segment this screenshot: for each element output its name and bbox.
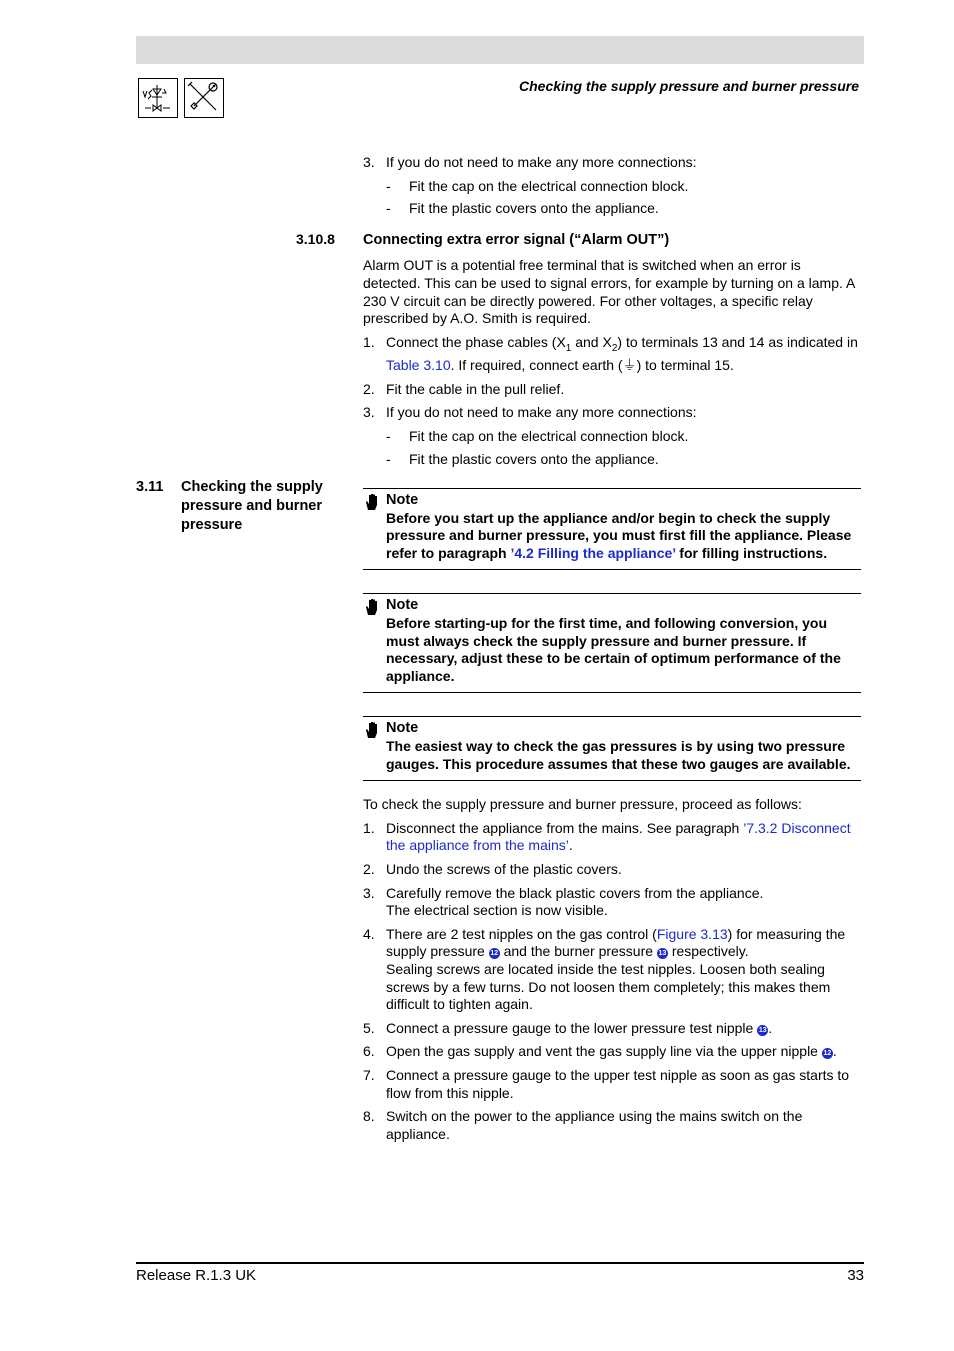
disconnect-link[interactable]: ’7.3.2 Disconnect the appliance from the mains’ (386, 819, 851, 854)
list-item: 5. Connect a pressure gauge to the lower pressure test nipple 13 . (363, 1019, 773, 1036)
list-item: 7. Connect a pressure gauge to the upper test nipple as soon as gas starts to flow from this nipple. (363, 1066, 850, 1101)
header-icons (138, 78, 224, 118)
hand-stop-icon (363, 597, 383, 617)
list-item: - Fit the cap on the electrical connection block. (386, 177, 689, 194)
figure-link[interactable]: Figure 3.13 (656, 925, 728, 942)
hand-stop-icon (363, 720, 383, 740)
tools-icon (184, 78, 224, 118)
section-heading: 3.10.8 Connecting extra error signal (“Alarm OUT”) (296, 230, 670, 248)
header-bar (136, 36, 864, 64)
note-box: Note Before you start up the appliance and/or begin to check the supply pressure and burner pressure, you must first fill the appliance. Please refer to paragraph ’4.2 Filling the appliance’ for filling instructions. (363, 488, 861, 570)
list-item: - Fit the plastic covers onto the appliance. (386, 200, 659, 217)
list-item: 6. Open the gas supply and vent the gas supply line via the upper nipple 12 . (363, 1043, 837, 1060)
list-item: 1. Disconnect the appliance from the mains. See paragraph ’7.3.2 Disconnect the appliance from the mains’. (363, 819, 851, 854)
section-intro: Alarm OUT is a potential free terminal that is switched when an error is detected. This can be used to signal errors, for example by turning on a lamp. A 230 V circuit can be directly powered. For other voltages, a specific relay prescribed by A.O. Smith is required. (363, 257, 855, 327)
marker-12-icon: 12 (490, 950, 499, 958)
list-item: - Fit the plastic covers onto the appliance. (386, 450, 659, 467)
procedure-intro: To check the supply pressure and burner pressure, proceed as follows: (363, 796, 802, 813)
page-header-title: Checking the supply pressure and burner pressure (519, 78, 859, 94)
section-heading-3-11: 3.11 Checking the supply pressure and burner pressure (136, 479, 323, 533)
list-item: 3. If you do not need to make any more connections: (363, 154, 697, 170)
installer-symbols-icon (138, 78, 178, 118)
list-item: 8. Switch on the power to the appliance using the mains switch on the appliance. (363, 1108, 803, 1142)
list-item: 3. Carefully remove the black plastic covers from the appliance. The electrical section is now visible. (363, 884, 764, 919)
table-link[interactable]: Table 3.10 (386, 357, 451, 374)
list-item: 1. Connect the phase cables ($X_1$ and $X_2$) to terminals 13 and 14 as indicated in Table 3.10. If required, connect earth (⏚) to terminal 15. (363, 333, 858, 374)
marker-12-icon: 12 (823, 1050, 832, 1058)
footer-release: Release R.1.3 UK (136, 1267, 257, 1284)
main-content (296, 154, 861, 1149)
list-item: 2. Fit the cable in the pull relief. (363, 380, 565, 397)
list-item: - Fit the cap on the electrical connection block. (386, 427, 689, 444)
list-item: 4. There are 2 test nipples on the gas control (Figure 3.13) for measuring the supply pressure 12 and the burner pressure 13 respectively. Sealing screws are located inside the test nipples. Loosen both sealing screws by a few turns. Do not loosen them completely; this makes them difficult to tighten again. (363, 925, 846, 1013)
note-box: Note The easiest way to check the gas pressures is by using two pressure gauges. This procedure assumes that these two gauges are available. (363, 716, 861, 781)
filling-link[interactable]: ’4.2 Filling the appliance’ (510, 544, 676, 561)
list-item: 2. Undo the screws of the plastic covers. (363, 861, 622, 878)
marker-13-icon: 13 (758, 1026, 767, 1034)
hand-stop-icon (363, 492, 383, 512)
list-item: 3. If you do not need to make any more connections: (363, 404, 697, 421)
footer-rule (136, 1262, 864, 1264)
marker-13-icon: 13 (658, 950, 667, 958)
note-box: Note Before starting-up for the first time, and following conversion, you must always check the supply pressure and burner pressure. If necessary, adjust these to be certain of optimum performance of the appliance. (363, 593, 861, 693)
page-number: 33 (847, 1267, 864, 1284)
